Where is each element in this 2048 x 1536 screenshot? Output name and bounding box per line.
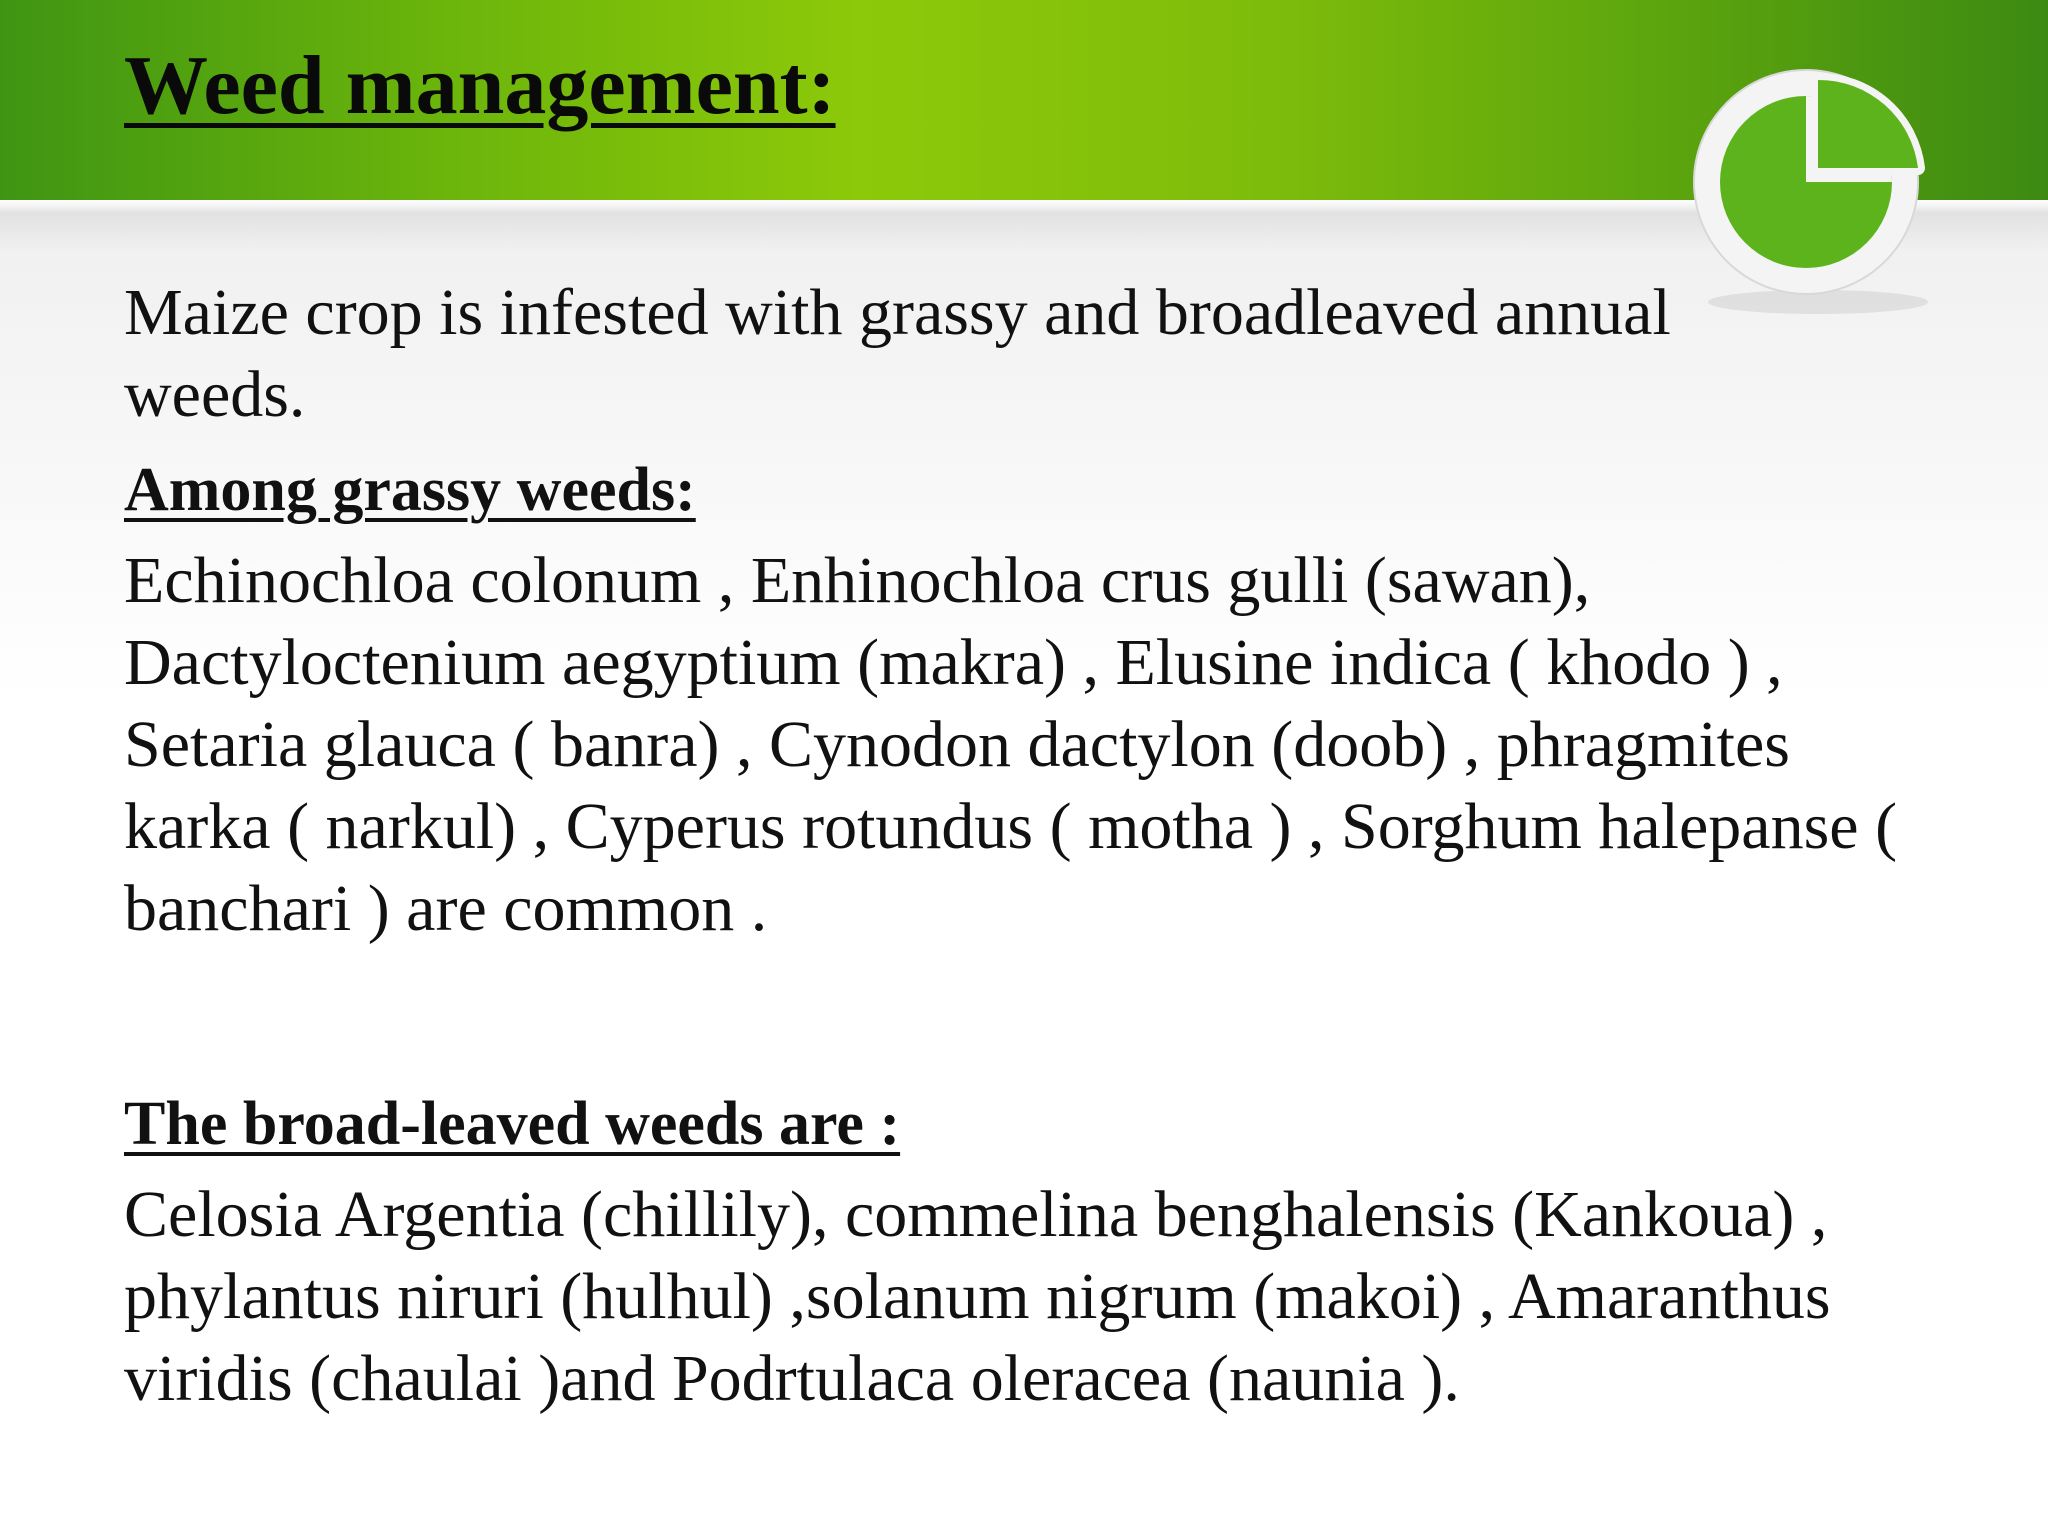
intro-paragraph: Maize crop is infested with grassy and broadleaved annual weeds. [124,276,1671,431]
slide-title: Weed management: [124,39,836,132]
slide-body [124,272,1944,1420]
broadleaved-weeds-heading: The broad-leaved weeds are : [124,1090,901,1158]
grassy-weeds-heading: Among grassy weeds: [124,456,696,524]
broadleaved-weeds-list: Celosia Argentia (chillily), commelina benghalensis (Kankoua) , phylantus niruri (hulhul) ,solanum nigrum (makoi) , Amaranthus viridis (chaulai )and Podrtulaca oleracea (naunia ). [124,1178,1831,1415]
section-spacer [124,950,1944,1070]
grassy-weeds-list: Echinochloa colonum , Enhinochloa crus gulli (sawan), Dactyloctenium aegyptium (makra) , Elusine indica ( khodo ) , Setaria glauca ( banra) , Cynodon dactylon (doob) , phragmites karka ( narkul) , Cyperus rotundus ( motha ) , Sorghum halepanse ( banchari ) are common . [124,544,1898,945]
